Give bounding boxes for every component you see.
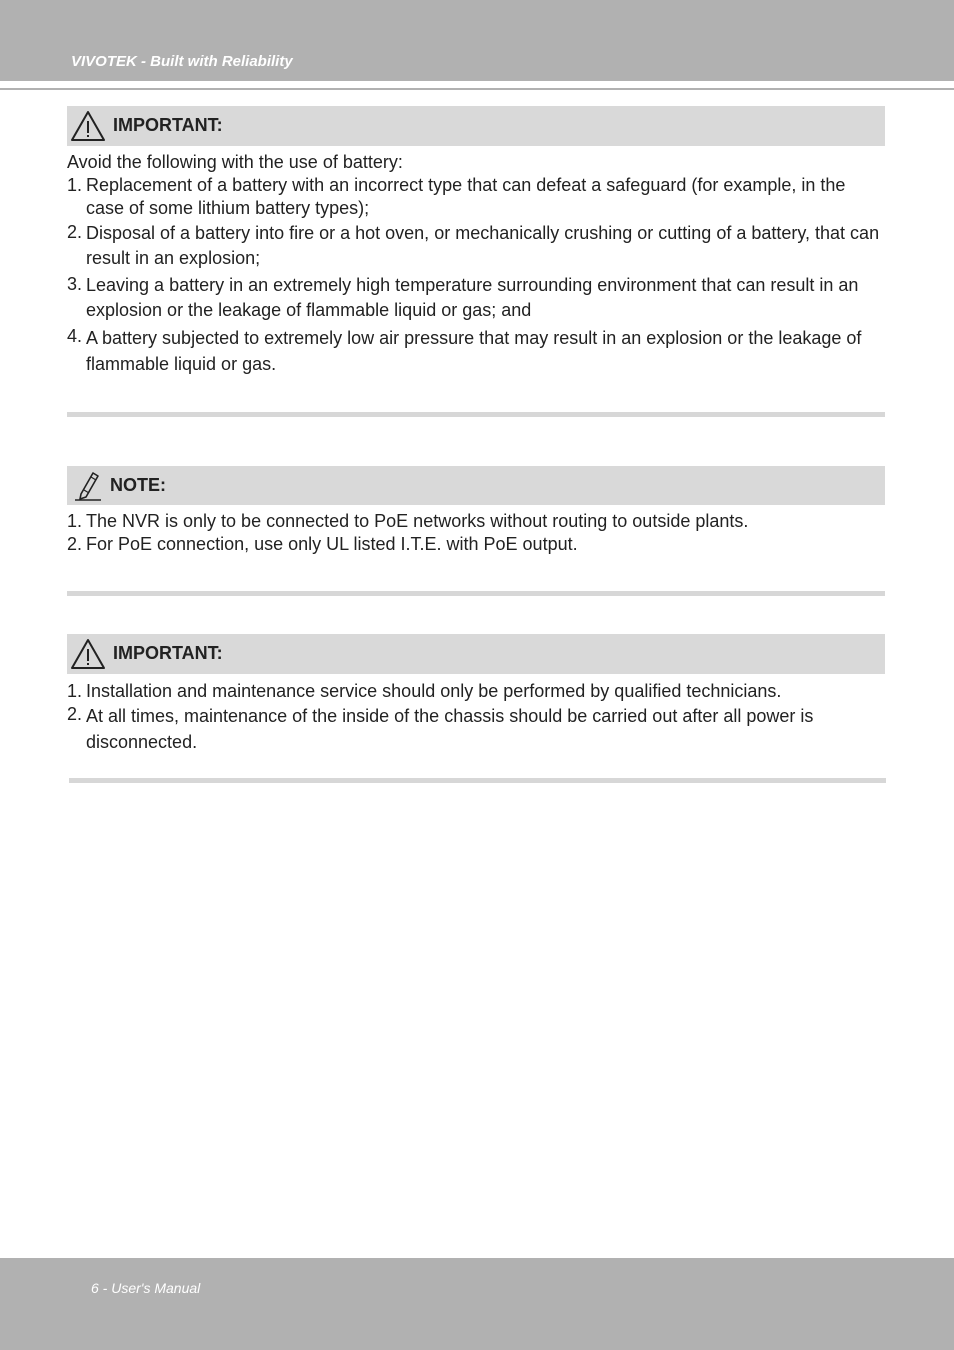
maintenance-warning-text [67, 680, 885, 755]
note-heading-bar [67, 466, 885, 505]
list-item: 1. Installation and maintenance service should only be performed by qualified technicians. [67, 681, 782, 701]
list-item: 2. Disposal of a battery into fire or a hot oven, or mechanically crushing or cutting of a battery, that can result in an explosion; [67, 222, 880, 268]
important-title: IMPORTANT: [113, 115, 223, 135]
section-divider [69, 778, 886, 783]
list-item: 4. A battery subjected to extremely low air pressure that may result in an explosion or the leakage of flammable liquid or gas. [67, 326, 862, 374]
list-item: 1. The NVR is only to be connected to PoE networks without routing to outside plants. [67, 511, 749, 531]
important-heading-bar [67, 106, 885, 146]
warning-triangle-icon [70, 637, 106, 676]
note-text [67, 510, 885, 556]
battery-warning-text [67, 151, 885, 377]
important-heading-bar [67, 634, 885, 674]
battery-intro: Avoid the following with the use of battery: [67, 152, 403, 172]
note-title: NOTE: [110, 475, 166, 495]
list-item: 3. Leaving a battery in an extremely high temperature surrounding environment that can result in an explosion or the leakage of flammable liquid or gas; and [67, 274, 859, 320]
warning-triangle-icon [70, 109, 106, 148]
header-divider [0, 88, 954, 90]
section-divider [67, 591, 885, 596]
pencil-icon [71, 468, 103, 507]
page-number: 6 - User's Manual [91, 1280, 201, 1296]
section-divider [67, 412, 885, 417]
list-item: 1. Replacement of a battery with an incorrect type that can defeat a safeguard (for example, in the case of some lithium battery types); [67, 175, 846, 218]
brand-tagline: VIVOTEK - Built with Reliability [71, 53, 293, 70]
page-footer [0, 1258, 954, 1350]
list-item: 2. At all times, maintenance of the inside of the chassis should be carried out after all power is disconnected. [67, 704, 814, 752]
page-header [0, 0, 954, 81]
list-item: 2. For PoE connection, use only UL listed I.T.E. with PoE output. [67, 534, 578, 554]
important-title: IMPORTANT: [113, 643, 223, 663]
